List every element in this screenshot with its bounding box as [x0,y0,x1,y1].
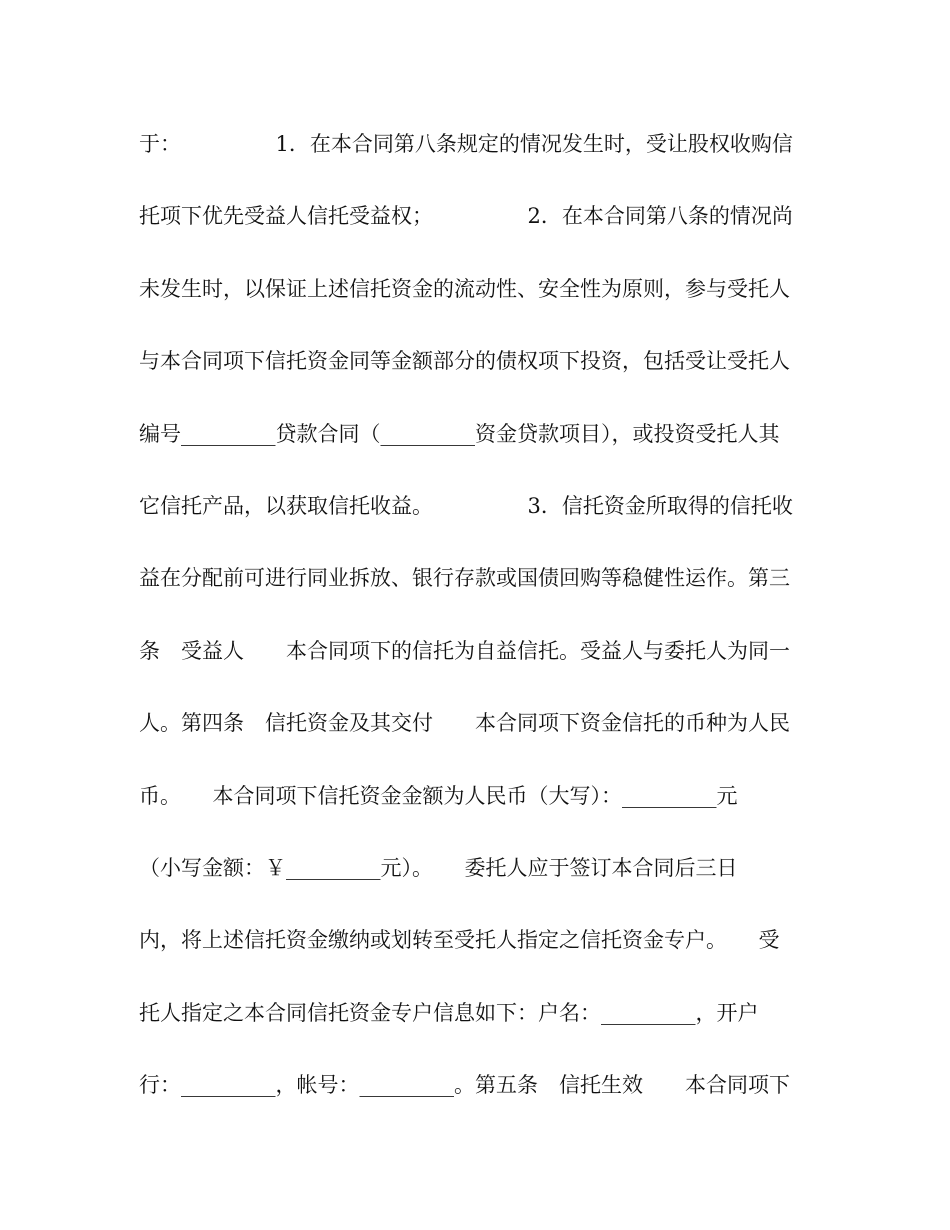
text-line: 于： 1．在本合同第八条规定的情况发生时，受让股权收购信 [139,132,793,156]
text-line: 币。 本合同项下信托资金金额为人民币（大写）：_________元 [139,783,738,808]
text-line: 益在分配前可进行同业拆放、银行存款或国债回购等稳健性运作。第三 [139,566,790,591]
text-line: 条 受益人 本合同项下的信托为自益信托。受益人与委托人为同一 [139,638,790,663]
text-line: 托人指定之本合同信托资金专户信息如下：户名：_________，开户 [139,1000,759,1025]
document-body [139,118,819,1131]
text-line: （小写金额：￥_________元）。 委托人应于签订本合同后三日 [139,855,738,880]
text-line: 未发生时，以保证上述信托资金的流动性、安全性为原则，参与受托人 [139,276,790,301]
text-line: 编号_________贷款合同（_________资金贷款项目），或投资受托人其 [139,421,780,446]
text-line: 它信托产品，以获取信托收益。 3．信托资金所取得的信托收 [139,493,793,518]
text-line: 行：_________，帐号：_________。第五条 信托生效 本合同项下 [139,1073,790,1098]
text-line: 人。第四条 信托资金及其交付 本合同项下资金信托的币种为人民 [139,711,790,736]
text-line: 托项下优先受益人信托受益权； 2．在本合同第八条的情况尚 [139,204,793,229]
text-line: 与本合同项下信托资金同等金额部分的债权项下投资，包括受让受托人 [139,349,790,374]
text-line: 内，将上述信托资金缴纳或划转至受托人指定之信托资金专户。 受 [139,928,780,953]
